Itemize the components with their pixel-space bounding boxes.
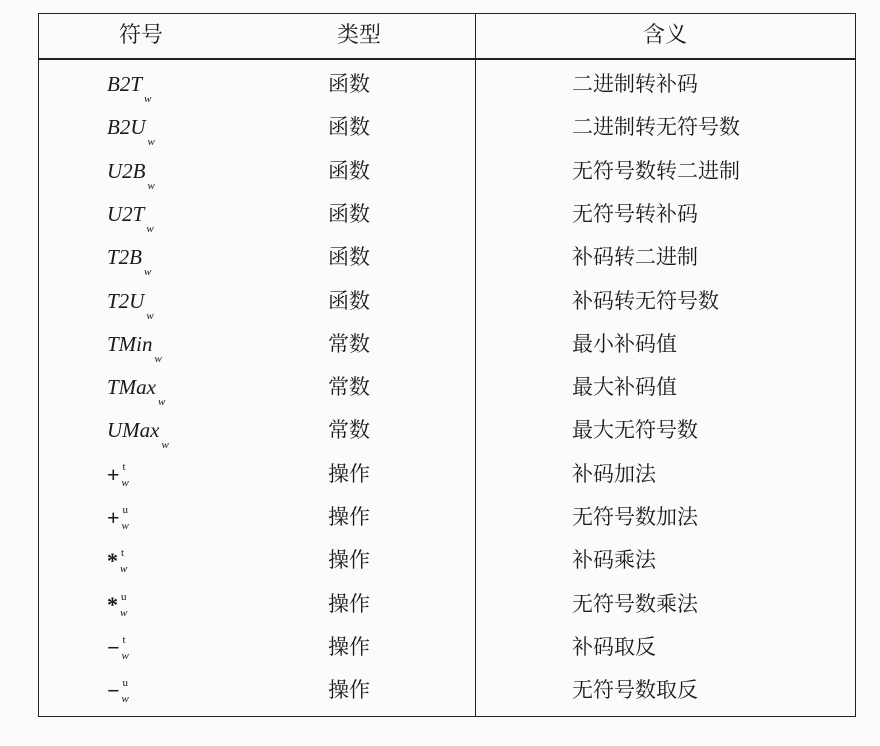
operator-scripts <box>121 635 135 665</box>
operator-symbol: − <box>107 678 120 704</box>
subscript: w <box>161 439 169 452</box>
table-row <box>39 193 855 236</box>
symbol-cell <box>107 409 169 452</box>
meaning-cell: 补码乘法 <box>572 548 656 573</box>
table-row <box>39 496 855 539</box>
operator-symbol: − <box>107 634 120 660</box>
meaning-cell: 补码加法 <box>572 461 656 486</box>
symbol-cell <box>107 150 155 193</box>
superscript: u <box>122 504 129 517</box>
table-row <box>39 236 855 279</box>
subscript: w <box>121 693 129 706</box>
meaning-cell: 无符号数加法 <box>572 505 698 529</box>
subscript: w <box>147 179 155 192</box>
superscript: u <box>121 590 127 603</box>
table-row <box>39 409 855 452</box>
symbol-cell <box>107 669 135 712</box>
meaning-cell: 无符号数取反 <box>572 678 698 703</box>
symbol-name: T2B <box>107 245 143 270</box>
operator-symbol: * <box>107 591 118 617</box>
type-cell: 函数 <box>328 201 370 226</box>
table-row <box>39 366 855 409</box>
operator-symbol: + <box>107 505 120 530</box>
symbol-cell <box>107 323 162 366</box>
symbol-name: B2U <box>107 115 146 140</box>
type-cell: 操作 <box>328 591 370 616</box>
subscript: w <box>121 476 129 489</box>
type-cell: 函数 <box>328 158 370 183</box>
meaning-cell: 补码取反 <box>572 634 656 659</box>
header-meaning: 含义 <box>642 23 687 48</box>
table-row <box>39 453 855 496</box>
operator-symbol: * <box>107 548 118 574</box>
symbol-name: U2B <box>107 158 146 183</box>
table-row <box>39 626 855 669</box>
symbol-cell <box>107 236 151 279</box>
table-row <box>39 323 855 366</box>
type-cell: 操作 <box>328 548 370 573</box>
header-symbol: 符号 <box>118 23 163 48</box>
symbol-cell <box>107 583 133 626</box>
subscript: w <box>120 606 128 619</box>
superscript: u <box>122 677 129 690</box>
symbol-name: UMax <box>107 418 160 443</box>
type-cell: 操作 <box>328 505 370 529</box>
table-row <box>39 280 855 323</box>
operator-scripts <box>121 462 135 492</box>
superscript: t <box>122 460 126 473</box>
subscript: w <box>146 222 154 235</box>
symbol-cell <box>107 453 135 496</box>
operator-scripts <box>121 505 135 535</box>
table-row <box>39 539 855 582</box>
symbol-name: U2T <box>107 201 145 226</box>
table-row <box>39 106 855 149</box>
type-cell: 操作 <box>328 461 370 486</box>
symbol-name: B2T <box>107 72 143 96</box>
meaning-cell: 二进制转无符号数 <box>572 115 740 140</box>
table-row <box>39 583 855 626</box>
subscript: w <box>146 309 154 322</box>
symbol-cell <box>107 106 155 149</box>
symbol-name: T2U <box>107 288 145 313</box>
meaning-cell: 无符号转补码 <box>572 201 698 226</box>
subscript: w <box>144 266 152 279</box>
symbol-cell <box>107 626 135 669</box>
type-cell: 常数 <box>328 375 370 400</box>
subscript: w <box>120 563 128 576</box>
subscript: w <box>147 136 155 149</box>
meaning-cell: 无符号数乘法 <box>572 591 698 616</box>
table-row <box>39 669 855 712</box>
type-cell: 函数 <box>328 288 370 313</box>
superscript: t <box>121 547 125 560</box>
operator-scripts <box>119 592 133 622</box>
type-cell: 操作 <box>328 634 370 659</box>
meaning-cell: 无符号数转二进制 <box>572 158 740 183</box>
operator-scripts <box>121 678 135 708</box>
subscript: w <box>144 93 152 105</box>
symbol-cell <box>107 539 133 582</box>
meaning-cell: 最小补码值 <box>572 331 677 356</box>
symbol-cell <box>107 496 135 539</box>
meaning-cell: 最大补码值 <box>572 375 677 400</box>
type-cell: 常数 <box>328 331 370 356</box>
meaning-cell: 最大无符号数 <box>572 418 698 443</box>
table-header-row <box>39 14 855 60</box>
type-cell: 函数 <box>328 245 370 270</box>
symbol-name: TMax <box>107 375 156 400</box>
symbol-cell <box>107 63 151 106</box>
type-cell: 函数 <box>328 72 370 96</box>
symbol-cell <box>107 366 165 409</box>
table-row <box>39 150 855 193</box>
operator-symbol: + <box>107 461 120 487</box>
meaning-cell: 补码转无符号数 <box>572 288 719 313</box>
subscript: w <box>154 352 162 365</box>
operator-scripts <box>119 548 133 578</box>
symbol-name: TMin <box>107 331 153 356</box>
type-cell: 函数 <box>328 115 370 140</box>
subscript: w <box>121 520 129 533</box>
subscript: w <box>121 650 129 663</box>
notation-table <box>38 13 856 717</box>
header-type: 类型 <box>336 23 381 48</box>
type-cell: 常数 <box>328 418 370 443</box>
type-cell: 操作 <box>328 678 370 703</box>
symbol-cell <box>107 280 154 323</box>
subscript: w <box>158 396 166 409</box>
meaning-cell: 补码转二进制 <box>572 245 698 270</box>
symbol-cell <box>107 193 154 236</box>
meaning-cell: 二进制转补码 <box>572 72 698 96</box>
superscript: t <box>122 634 126 647</box>
table-row <box>39 63 855 106</box>
